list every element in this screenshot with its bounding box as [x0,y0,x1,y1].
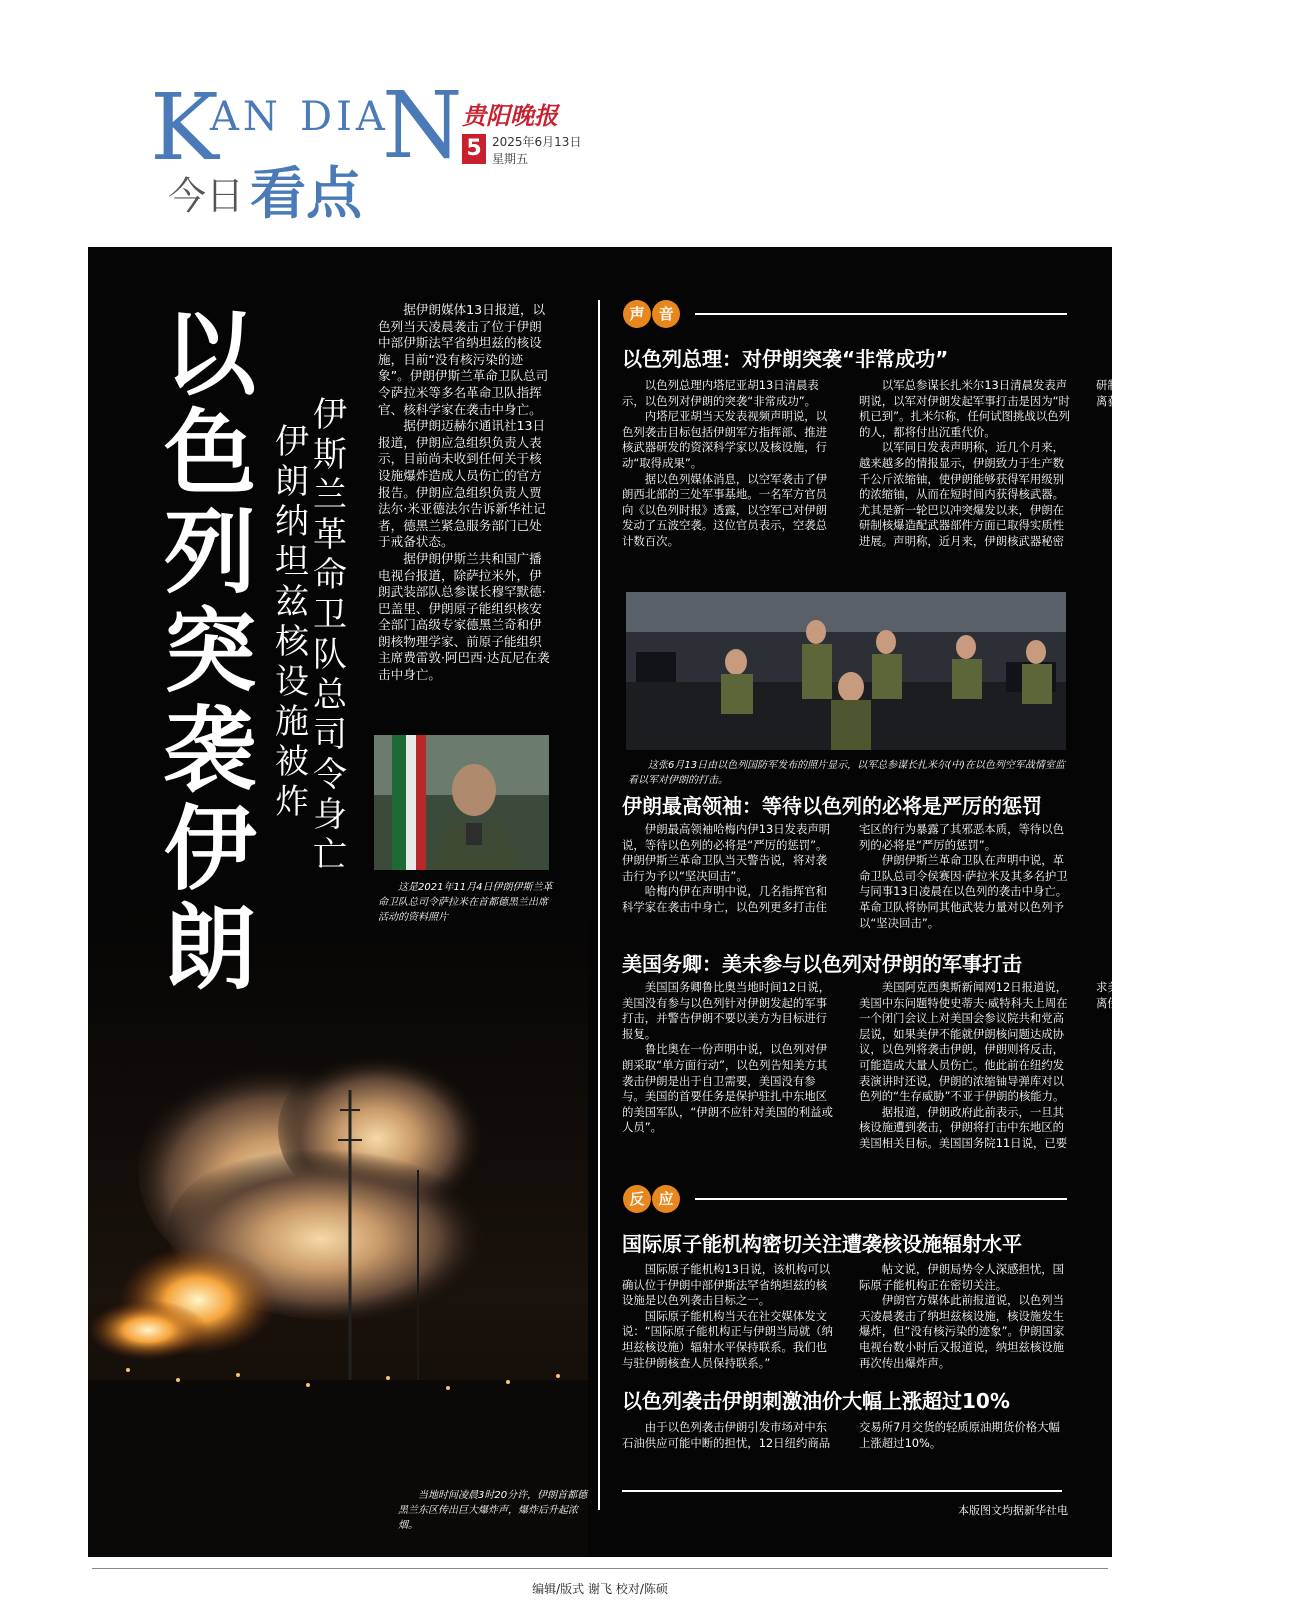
issue-weekday: 星期五 [492,152,529,166]
explosion-photo-caption: 当地时间凌晨3时20分许，伊朗首都德黑兰东区传出巨大爆炸声，爆炸后升起浓烟。 [398,1490,588,1531]
article-title-oil-price: 以色列袭击伊朗刺激油价大幅上涨超过10% [622,1389,1010,1413]
article-title-iaea: 国际原子能机构密切关注遭袭核设施辐射水平 [622,1232,1022,1256]
sub-headline-commander: 伊 斯 兰 革 命 卫 队 总 司 令 身 亡 [313,395,347,875]
masthead [0,0,1200,250]
explosion-photo [88,900,588,1557]
commander-photo-caption: 这是2021年11月4日伊朗伊斯兰革命卫队总司令萨拉米在首都德黑兰出席活动的资料照片 [378,882,553,923]
source-credit: 本版图文均据新华社电 [958,1504,1068,1517]
war-room-photo [626,592,1066,750]
brand-jinri: 今日 [168,174,245,218]
page-number: 5 [462,134,486,164]
main-headline: 以 色 列 突 袭 伊 朗 [163,301,256,1002]
article-body-oil-price: 由于以色列袭击伊朗引发市场对中东石油供应可能中断的担忧，12日纽约商品交易所7月交货的轻质原油期货价格大幅上涨超过10%。 [622,1420,1060,1450]
brand-letters-dia: DIA [300,94,389,140]
brand-kandian: 看点 [250,162,362,227]
newspaper-name: 贵阳晚报 [462,101,558,130]
article-body-iaea: 国际原子能机构13日说，该机构可以确认位于伊朗中部伊斯法罕省纳坦兹的核设施是以色列袭击目标之一。 国际原子能机构当天在社交媒体发文说：“国际原子能机构正与伊朗当局就（纳坦兹核设施）辐射水平保持联系。我们也与驻伊朗核查人员保持联系。” 帖文说，伊朗局势令人深感担忧，国际原子能机构正在密切关注。 伊朗官方媒体此前报道说，以色列当天凌晨袭击了纳坦兹核设施，核设施发生爆炸，但“没有核污染的迹象”。伊朗国家电视台数小时后又报道说，纳坦兹核设施再次传出爆炸声。 [622,1262,1065,1370]
brand-letter-n: N [382,72,463,179]
article-title-khamenei: 伊朗最高领袖：等待以色列的必将是严厉的惩罚 [622,794,1042,818]
article-body-khamenei: 伊朗最高领袖哈梅内伊13日发表声明说，等待以色列的必将是“严厉的惩罚”。伊朗伊斯兰革命卫队当天警告说，将对袭击行为予以“坚决回击”。 哈梅内伊在声明中说，几名指挥官和科学家在袭击中身亡，以色列更多打击住宅区的行为暴露了其邪恶本质，等待以色列的必将是“严厉的惩罚”。 伊朗伊斯兰革命卫队在声明中说，革命卫队总司令侯赛因·萨拉米及其多名护卫与同事13日凌晨在以色列的袭击中身亡。革命卫队将协同其他武装力量对以色列予以“坚决回击”。 [622,822,1068,930]
issue-date: 2025年6月13日 [492,135,582,149]
bottom-rule [622,1490,1062,1492]
sub-headline-natanz: 伊 朗 纳 坦 兹 核 设 施 被 炸 [275,422,309,822]
article-body-israel-pm: 以色列总理内塔尼亚胡13日清晨表示，以色列对伊朗的突袭“非常成功”。 内塔尼亚胡当天发表视频声明说，以色列袭击目标包括伊朗军方指挥部、推进核武器研发的资深科学家以及核设施，行动“取得成果”。 据以色列媒体消息，以空军袭击了伊朗西北部的三处军事基地。一名军方官员向《以色列时报》透露，以空军已对伊朗发动了五波空袭。这位官员表示，空袭总计数百次。 以军总参谋长扎米尔13日清晨发表声明说，以军对伊朗发起军事打击是因为“时机已到”。扎米尔称，任何试图挑战以色列的人，都将付出沉重代价。 以军同日发表声明称，近几个月来，越来越多的情报显示，伊朗致力于生产数千公斤浓缩铀，使伊朗能够获得军用级别的浓缩铀，从而在短时间内获得核武器。尤其是新一轮巴以冲突爆发以来，伊朗在研制核爆造配武器部件方面已取得实质性进展。声明称，近月来，伊朗核武器秘密研制计划“推进速度显著加快”，使伊朗距离获取核武器的目标“大幅接近”。 [622,378,1302,548]
war-room-photo-caption: 这张6月13日由以色列国防军发布的照片显示，以军总参谋长扎米尔(中)在以色列空军战情室监看以军对伊朗的打击。 [628,760,1065,786]
brand-letter-k: K [150,74,219,181]
footer-rule [92,1568,1108,1569]
section-tag-voice: 声 音 [623,300,1073,326]
editor-footer: 编辑/版式 谢飞 校对/陈硕 [532,1582,668,1596]
article-title-israel-pm: 以色列总理：对伊朗突袭“非常成功” [622,347,949,371]
column-divider [598,300,600,1510]
commander-photo [374,735,549,870]
article-title-us-secretary: 美国务卿：美未参与以色列对伊朗的军事打击 [622,952,1022,976]
section-tag-reaction: 反 应 [623,1185,1073,1211]
lead-article: 据伊朗媒体13日报道，以色列当天凌晨袭击了位于伊朗中部伊斯法罕省纳坦兹的核设施，目前“没有核污染的迹象”。伊朗伊斯兰革命卫队总司令萨拉米等多名革命卫队指挥官、核科学家在袭击中身亡。 据伊朗迈赫尔通讯社13日报道，伊朗应急组织负责人表示，目前尚未收到任何关于核设施爆炸造成人员伤亡的官方报告。伊朗应急组织负责人贾法尔·米亚德法尔告诉新华社记者，德黑兰紧急服务部门已处于戒备状态。 据伊朗伊斯兰共和国广播电视台报道，除萨拉米外，伊朗武装部队总参谋长穆罕默德·巴盖里、伊朗原子能组织核安全部门高级专家德黑兰奇和伊朗核物理学家、前原子能组织主席费雷敦·阿巴西·达瓦尼在袭击中身亡。 [378,302,550,683]
article-body-us-secretary: 美国国务卿鲁比奥当地时间12日说，美国没有参与以色列针对伊朗发起的军事打击，并警告伊朗不要以美方为目标进行报复。 鲁比奥在一份声明中说，以色列对伊朗采取“单方面行动”，以色列告知美方其袭击伊朗是出于自卫需要，美国没有参与。美国的首要任务是保护驻扎中东地区的美国军队，“伊朗不应针对美国的利益或人员”。 美国阿克西奥斯新闻网12日报道说，美国中东问题特使史蒂夫·威特科夫上周在一个闭门会议上对美国会参议院共和党高层说，如果美伊不能就伊朗核问题达成协议，以色列将袭击伊朗，伊朗则将反击，可能造成大量人员伤亡。他此前在纽约发表演讲时还说，伊朗的浓缩铀导弹库对以色列的“生存威胁”不亚于伊朗的核能力。 据报道，伊朗政府此前表示，一旦其核设施遭到袭击，伊朗将打击中东地区的美国相关目标。美国国务院11日说，已要求美国驻伊拉克使馆非必要人员及家属撤离伊拉克。 [622,980,1302,1150]
brand-letters-an: AN [210,94,282,140]
